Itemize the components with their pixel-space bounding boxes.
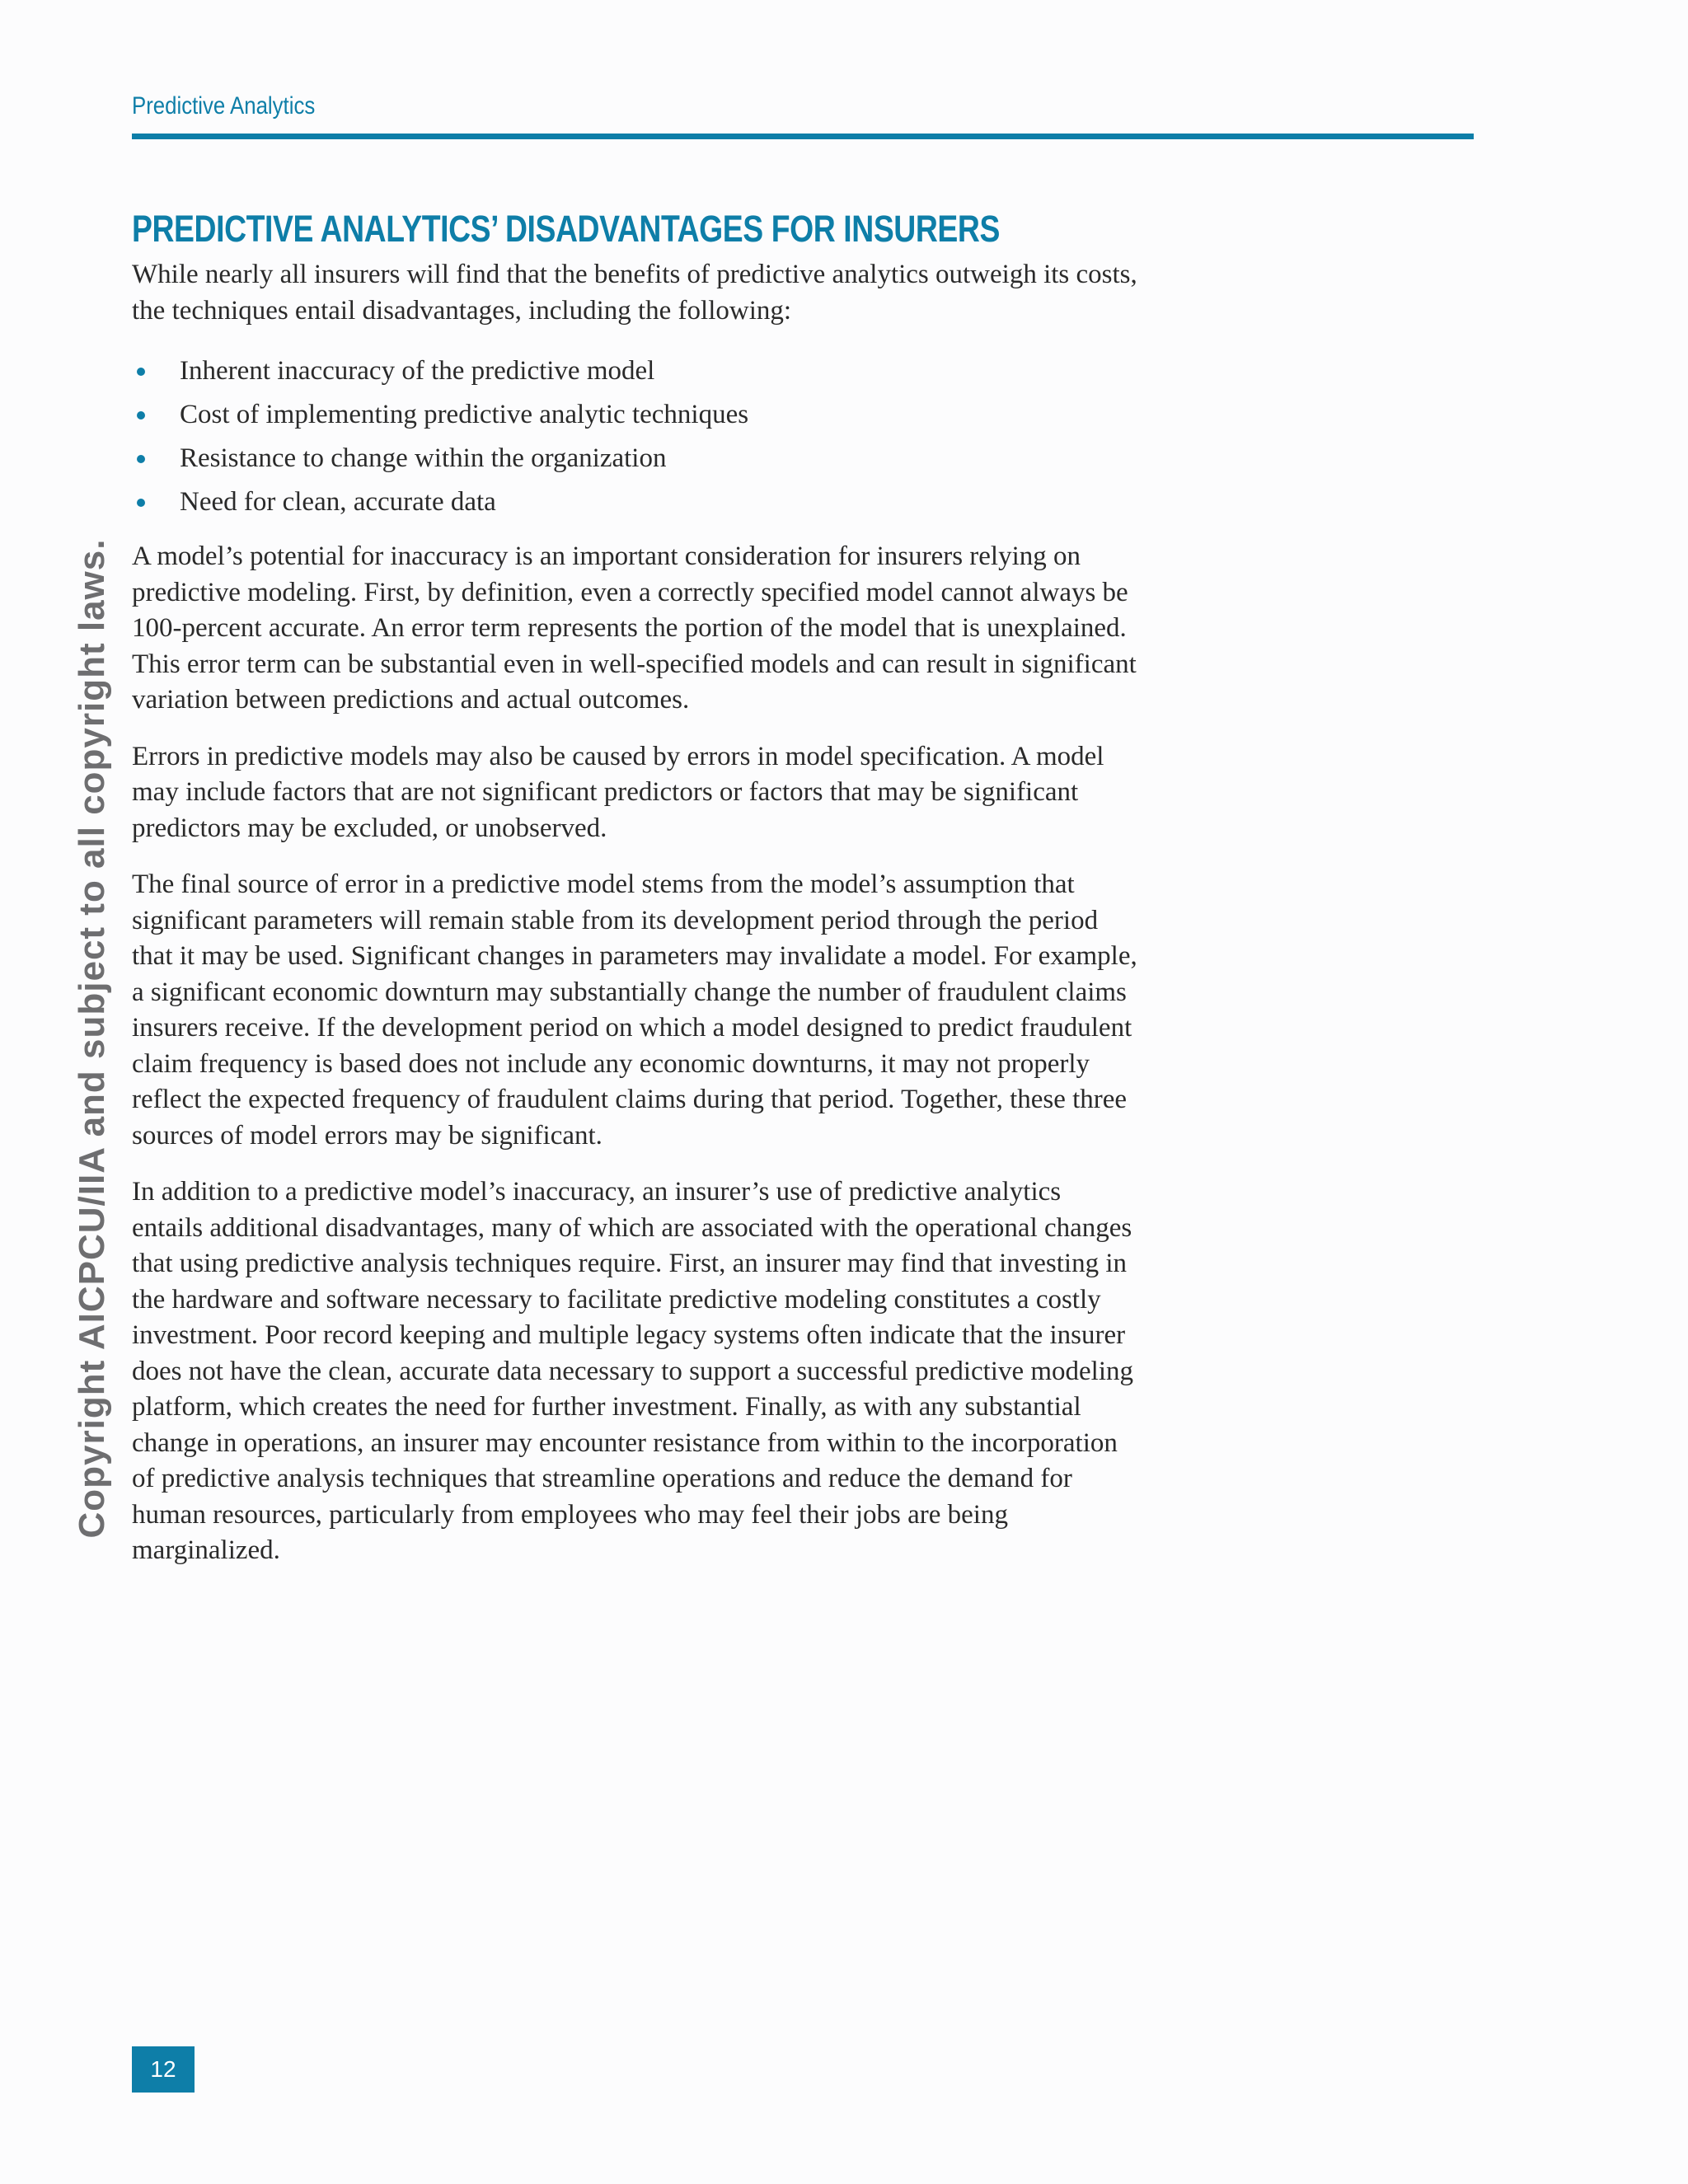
body-paragraph: Errors in predictive models may also be caused by errors in model specification. A model may include factors that are not significant predictors or factors that may be significant predictors may be excluded, or unobserved. bbox=[132, 741, 1104, 843]
header-rule bbox=[132, 134, 1474, 139]
copyright-watermark: Copyright AICPCU/IIA and subject to all copyright laws. bbox=[72, 538, 112, 1539]
main-content bbox=[132, 208, 1137, 1590]
list-item bbox=[132, 349, 1137, 393]
list-item-text: Inherent inaccuracy of the predictive model bbox=[180, 356, 655, 386]
body-paragraph: In addition to a predictive model’s inaccuracy, an insurer’s use of predictive analytics entails additional disadvantages, many of which are associated with the operational changes that using predictive analysis techniques require. First, an insurer may find that investing in the hardware and software necessary to facilitate predictive modeling constitutes a costly investment. Poor record keeping and multiple legacy systems often indicate that the insurer does not have the clean, accurate data necessary to support a successful predictive modeling platform, which creates the need for further investment. Finally, as with any substantial change in operations, an insurer may encounter resistance from within to the incorporation of predictive analysis techniques that streamline operations and reduce the demand for human resources, particularly from employees who may feel their jobs are being marginalized. bbox=[132, 1177, 1134, 1565]
list-item bbox=[132, 480, 1137, 524]
bullet-icon bbox=[137, 411, 145, 419]
bullet-icon bbox=[137, 455, 145, 463]
list-item-text: Need for clean, accurate data bbox=[180, 487, 496, 517]
bullet-icon bbox=[137, 499, 145, 507]
section-title: PREDICTIVE ANALYTICS’ DISADVANTAGES FOR INSURERS bbox=[132, 208, 1000, 250]
list-item-text: Cost of implementing predictive analytic techniques bbox=[180, 400, 749, 429]
list-item bbox=[132, 437, 1137, 480]
list-item-text: Resistance to change within the organization bbox=[180, 443, 667, 473]
bullet-icon bbox=[137, 368, 145, 376]
intro-paragraph: While nearly all insurers will find that the benefits of predictive analytics outweigh its costs, the techniques entail disadvantages, including the following: bbox=[132, 260, 1137, 326]
body-paragraph: The final source of error in a predictive model stems from the model’s assumption that significant parameters will remain stable from its development period through the period that it may be used. Significant changes in parameters may invalidate a model. For example, a significant economic downturn may substantially change the number of fraudulent claims insurers receive. If the development period on which a model designed to predict fraudulent claim frequency is based does not include any economic downturns, it may not properly reflect the expected frequency of fraudulent claims during that period. Together, these three sources of model errors may be significant. bbox=[132, 869, 1137, 1151]
running-header: Predictive Analytics bbox=[132, 92, 316, 120]
disadvantages-list bbox=[132, 349, 1137, 524]
list-item bbox=[132, 393, 1137, 437]
body-paragraph: A model’s potential for inaccuracy is an important consideration for insurers relying on predictive modeling. First, by definition, even a correctly specified model cannot always be 100-percent accurate. An error term represents the portion of the model that is unexplained. This error term can be substantial even in well-specified models and can result in significant variation between predictions and actual outcomes. bbox=[132, 541, 1137, 715]
page-number: 12 bbox=[132, 2046, 195, 2093]
